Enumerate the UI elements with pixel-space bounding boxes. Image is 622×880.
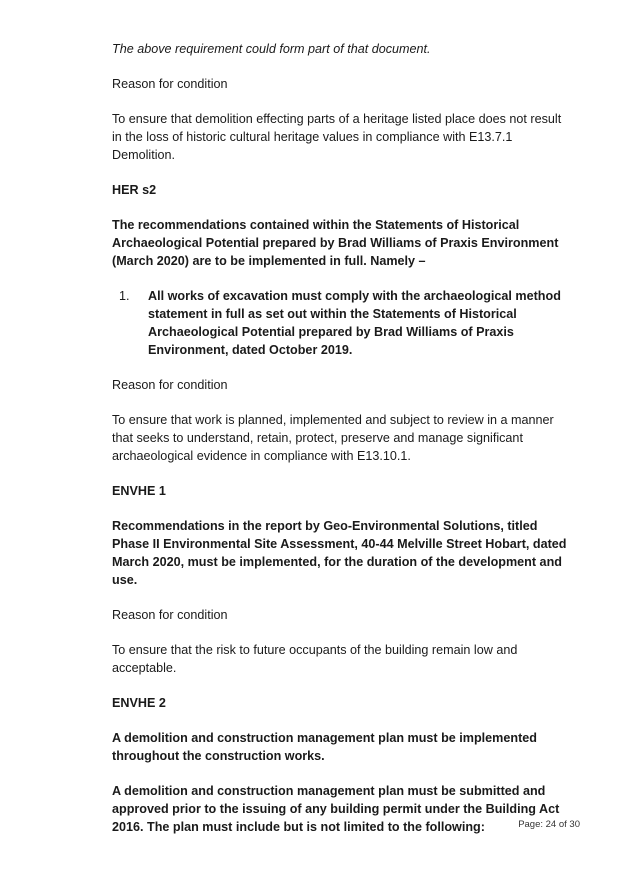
item-text: All works of excavation must comply with the archaeological method statement in full as set out within the Statements of Historical Archaeological Potential prepared by Brad Williams of Praxis Environment, dated October 2019. [148,289,561,357]
reason-text-envhe-1: To ensure that the risk to future occupants of the building remain low and acceptable. [112,643,518,675]
reason-label: Reason for condition [112,77,228,91]
condition-body-envhe-1: Recommendations in the report by Geo-Environmental Solutions, titled Phase II Environmental Site Assessment, 40-44 Melville Street Hobart, dated March 2020, must be implemented, for the duration of the development and use. [112,519,567,587]
intro-note: The above requirement could form part of that document. [112,42,431,56]
condition-heading-envhe-1: ENVHE 1 [112,484,166,498]
condition-heading-envhe-2: ENVHE 2 [112,696,166,710]
reason-text: To ensure that demolition effecting parts of a heritage listed place does not result in the loss of historic cultural heritage values in compliance with E13.7.1 Demolition. [112,112,562,162]
document-page [112,40,574,853]
page-number: Page: 24 of 30 [518,819,580,830]
reason-text-her-s2: To ensure that work is planned, implemented and subject to review in a manner that seeks to understand, retain, protect, preserve and manage significant archaeological evidence in compliance with E13.10.1. [112,413,554,463]
item-number: 1. [119,289,130,303]
condition-body-envhe-2-b: A demolition and construction management plan must be submitted and approved prior to the issuing of any building permit under the Building Act 2016. The plan must include but is not limited to the following: [112,784,560,834]
condition-heading-her-s2: HER s2 [112,183,157,197]
condition-body-her-s2: The recommendations contained within the Statements of Historical Archaeological Potential prepared by Brad Williams of Praxis Environment (March 2020) are to be implemented in full. Namely – [112,218,559,268]
condition-body-envhe-2-a: A demolition and construction management plan must be implemented throughout the construction works. [112,731,537,763]
numbered-item [112,287,574,359]
reason-label-envhe-1: Reason for condition [112,608,228,622]
reason-label-her-s2: Reason for condition [112,378,228,392]
